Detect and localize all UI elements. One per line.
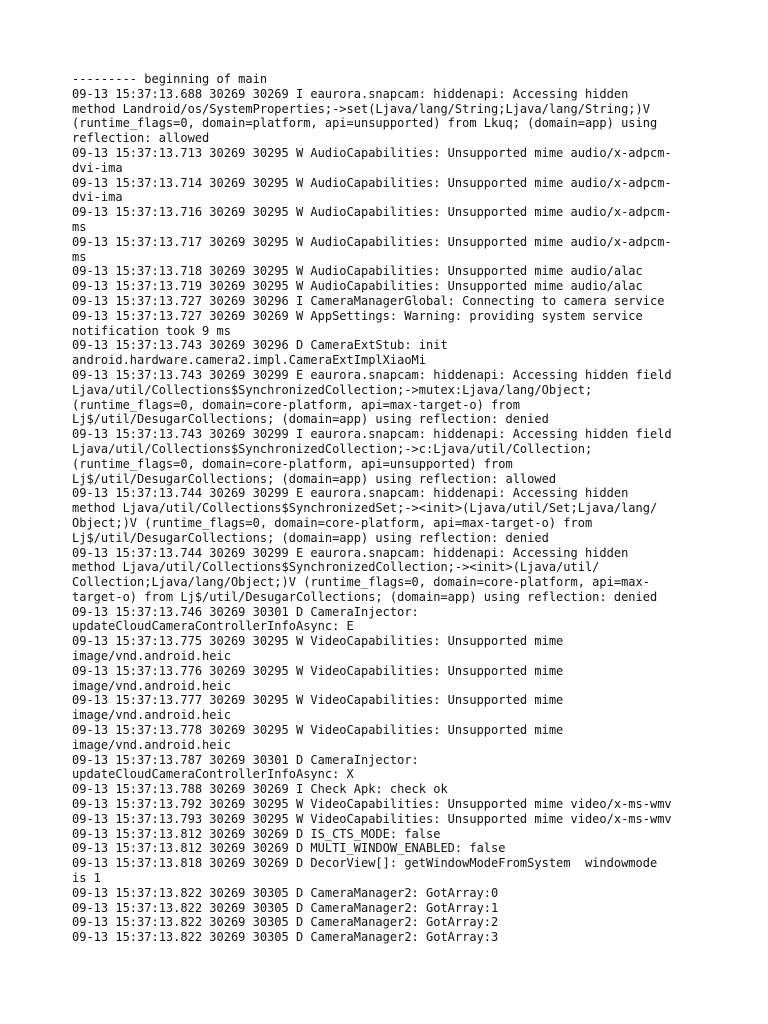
log-line: Collection;Ljava/lang/Object;)V (runtime_flags=0, domain=core-platform, api=max- <box>72 575 650 590</box>
log-line: 09-13 15:37:13.787 30269 30301 D CameraInjector: <box>72 752 419 767</box>
log-line: is 1 <box>72 871 101 886</box>
log-line: 09-13 15:37:13.776 30269 30295 W VideoCapabilities: Unsupported mime <box>72 663 564 678</box>
log-line: 09-13 15:37:13.746 30269 30301 D CameraInjector: <box>72 604 419 619</box>
log-line: Lj$/util/DesugarCollections; (domain=app) using reflection: denied <box>72 530 549 545</box>
log-line: 09-13 15:37:13.713 30269 30295 W AudioCapabilities: Unsupported mime audio/x-adpcm- <box>72 145 672 160</box>
log-line: Ljava/util/Collections$SynchronizedCollection;->c:Ljava/util/Collection; <box>72 441 593 456</box>
log-line: image/vnd.android.heic <box>72 708 231 723</box>
log-line: notification took 9 ms <box>72 323 231 338</box>
log-line: dvi-ima <box>72 160 123 175</box>
log-line: 09-13 15:37:13.744 30269 30299 E eaurora.snapcam: hiddenapi: Accessing hidden <box>72 486 629 501</box>
log-line: 09-13 15:37:13.743 30269 30299 I eaurora.snapcam: hiddenapi: Accessing hidden field <box>72 427 672 442</box>
log-line: 09-13 15:37:13.777 30269 30295 W VideoCapabilities: Unsupported mime <box>72 693 564 708</box>
log-line: method Landroid/os/SystemProperties;->set(Ljava/lang/String;Ljava/lang/String;)V <box>72 101 650 116</box>
log-line: image/vnd.android.heic <box>72 737 231 752</box>
log-line: 09-13 15:37:13.714 30269 30295 W AudioCapabilities: Unsupported mime audio/x-adpcm- <box>72 175 672 190</box>
log-line: 09-13 15:37:13.788 30269 30269 I Check Apk: check ok <box>72 782 448 797</box>
log-line: (runtime_flags=0, domain=core-platform, api=max-target-o) from <box>72 397 520 412</box>
log-line: reflection: allowed <box>72 131 210 146</box>
log-line: updateCloudCameraControllerInfoAsync: E <box>72 619 354 634</box>
log-line: 09-13 15:37:13.792 30269 30295 W VideoCapabilities: Unsupported mime video/x-ms-wmv <box>72 797 672 812</box>
log-line: 09-13 15:37:13.719 30269 30295 W AudioCapabilities: Unsupported mime audio/alac <box>72 279 643 294</box>
log-line: method Ljava/util/Collections$SynchronizedSet;-><init>(Ljava/util/Set;Ljava/lang/ <box>72 501 658 516</box>
log-line: Ljava/util/Collections$SynchronizedCollection;->mutex:Ljava/lang/Object; <box>72 382 593 397</box>
log-line: 09-13 15:37:13.727 30269 30269 W AppSettings: Warning: providing system service <box>72 308 643 323</box>
log-line: 09-13 15:37:13.743 30269 30296 D CameraExtStub: init <box>72 338 448 353</box>
log-line: 09-13 15:37:13.717 30269 30295 W AudioCapabilities: Unsupported mime audio/x-adpcm- <box>72 234 672 249</box>
log-line: 09-13 15:37:13.743 30269 30299 E eaurora.snapcam: hiddenapi: Accessing hidden field <box>72 367 672 382</box>
log-line: Lj$/util/DesugarCollections; (domain=app) using reflection: allowed <box>72 471 557 486</box>
log-line: 09-13 15:37:13.793 30269 30295 W VideoCapabilities: Unsupported mime video/x-ms-wmv <box>72 811 672 826</box>
log-line: 09-13 15:37:13.716 30269 30295 W AudioCapabilities: Unsupported mime audio/x-adpcm- <box>72 205 672 220</box>
log-line: dvi-ima <box>72 190 123 205</box>
log-line: 09-13 15:37:13.812 30269 30269 D MULTI_WINDOW_ENABLED: false <box>72 841 506 856</box>
log-line: 09-13 15:37:13.775 30269 30295 W VideoCapabilities: Unsupported mime <box>72 634 564 649</box>
log-line: 09-13 15:37:13.822 30269 30305 D CameraManager2: GotArray:2 <box>72 915 499 930</box>
log-line: image/vnd.android.heic <box>72 649 231 664</box>
log-line: --------- beginning of main <box>72 72 268 86</box>
log-line: (runtime_flags=0, domain=platform, api=unsupported) from Lkuq; (domain=app) using <box>72 116 658 131</box>
log-line: ms <box>72 219 87 234</box>
log-line: 09-13 15:37:13.718 30269 30295 W AudioCapabilities: Unsupported mime audio/alac <box>72 264 643 279</box>
log-line: 09-13 15:37:13.778 30269 30295 W VideoCapabilities: Unsupported mime <box>72 723 564 738</box>
log-line: image/vnd.android.heic <box>72 678 231 693</box>
log-line: method Ljava/util/Collections$SynchronizedCollection;-><init>(Ljava/util/ <box>72 560 600 575</box>
log-line: 09-13 15:37:13.727 30269 30296 I CameraManagerGlobal: Connecting to camera service <box>72 293 665 308</box>
log-line: 09-13 15:37:13.812 30269 30269 D IS_CTS_MODE: false <box>72 826 441 841</box>
log-line: ms <box>72 249 87 264</box>
log-line: 09-13 15:37:13.688 30269 30269 I eaurora.snapcam: hiddenapi: Accessing hidden <box>72 86 629 101</box>
log-line: 09-13 15:37:13.822 30269 30305 D CameraManager2: GotArray:3 <box>72 930 499 945</box>
log-line: target-o) from Lj$/util/DesugarCollections; (domain=app) using reflection: denied <box>72 589 658 604</box>
log-line: 09-13 15:37:13.818 30269 30269 D DecorView[]: getWindowModeFromSystem windowmode <box>72 856 658 871</box>
log-line: Object;)V (runtime_flags=0, domain=core-platform, api=max-target-o) from <box>72 515 593 530</box>
log-line: 09-13 15:37:13.744 30269 30299 E eaurora.snapcam: hiddenapi: Accessing hidden <box>72 545 629 560</box>
log-line: android.hardware.camera2.impl.CameraExtImplXiaoMi <box>72 353 427 368</box>
log-line: updateCloudCameraControllerInfoAsync: X <box>72 767 354 782</box>
log-line: Lj$/util/DesugarCollections; (domain=app) using reflection: denied <box>72 412 549 427</box>
log-lines <box>72 72 712 945</box>
log-line: 09-13 15:37:13.822 30269 30305 D CameraManager2: GotArray:1 <box>72 900 499 915</box>
log-line: (runtime_flags=0, domain=core-platform, api=unsupported) from <box>72 456 513 471</box>
log-document <box>72 72 712 952</box>
log-line: 09-13 15:37:13.822 30269 30305 D CameraManager2: GotArray:0 <box>72 885 499 900</box>
